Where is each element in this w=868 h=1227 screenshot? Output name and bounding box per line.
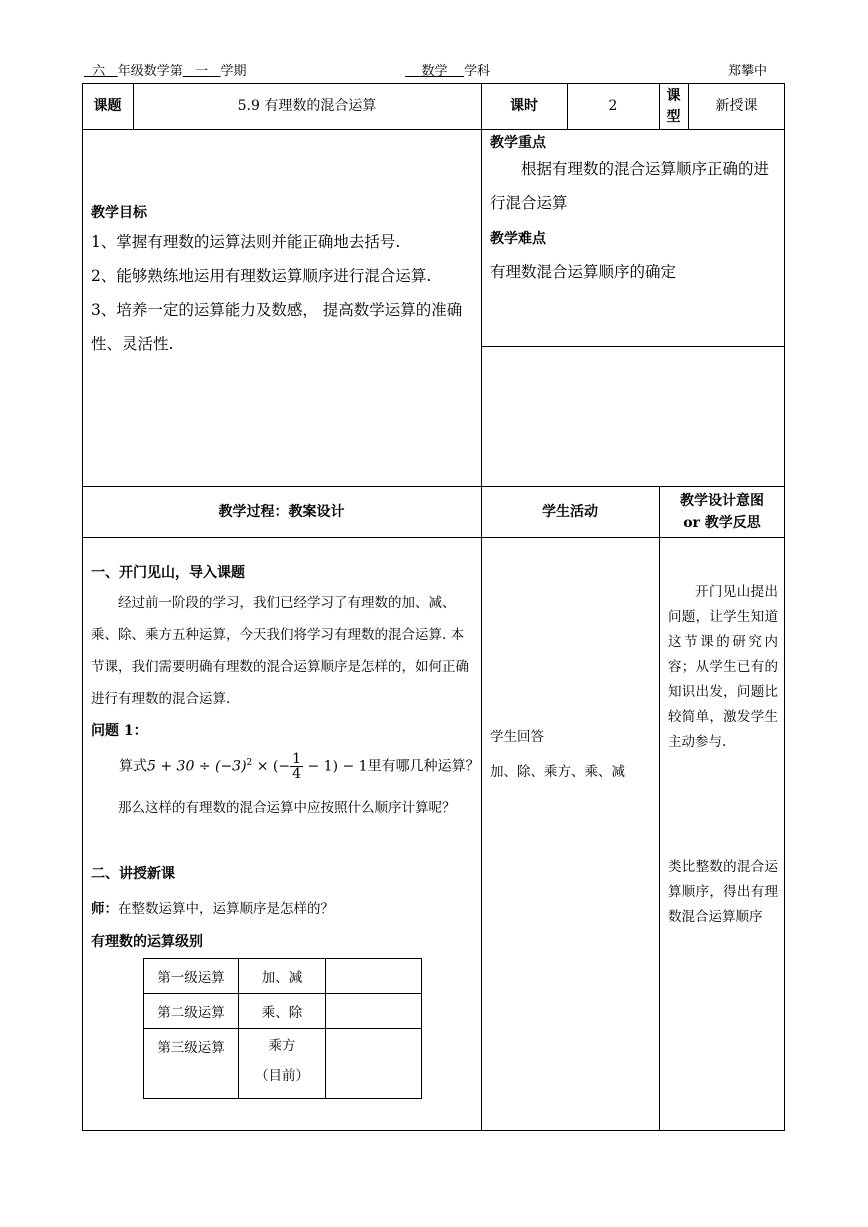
section1-title: 一、开门见山，导入课题 [91,565,245,581]
objective-item: 3、培养一定的运算能力及数感， 提高数学运算的准确性、灵活性. [91,301,463,353]
expr-prefix: 算式 [119,758,147,775]
table-row [144,1029,422,1099]
level-cell: 第三级运算 [144,1029,239,1099]
levels-title: 有理数的运算级别 [91,934,203,950]
grade-text: 年级数学第 [117,64,183,79]
level-cell: 第一级运算 [144,959,239,994]
col-divider [481,83,482,1131]
objectives-title: 教学目标 [91,205,147,221]
expr-part2: × (− [252,758,291,775]
type-label-2: 型 [666,109,681,125]
difficult-title: 教学难点 [490,231,546,247]
table-row [144,959,422,994]
objective-item: 1、掌握有理数的运算法则并能正确地去括号. [91,233,401,251]
process-col-intent-1: 教学设计意图 [680,493,764,509]
expr-suffix: 里有哪几种运算？ [367,758,480,775]
level-cell: 第二级运算 [144,994,239,1029]
empty-cell [326,959,422,994]
student-answer: 加、除、乘方、乘、减 [490,764,625,780]
followup-question: 那么这样的有理数的混合运算中应按照什么顺序计算呢？ [118,800,456,816]
process-col-student: 学生活动 [542,504,598,520]
header-grade [84,64,247,80]
key-points-title: 教学重点 [490,135,546,151]
teacher-question [91,900,334,918]
topic-value: 5.9 有理数的混合运算 [237,98,377,114]
row-divider [82,129,785,130]
difficult-text: 有理数混合运算顺序的确定 [490,263,677,281]
process-col-design: 教学过程：教案设计 [218,504,345,520]
hours-value: 2 [608,98,618,114]
objective-item: 2、能够熟练地运用有理数运算顺序进行混合运算. [91,267,432,285]
empty-cell [326,994,422,1029]
ops-main: 乘方 [268,1038,296,1054]
teacher-text: 在整数运算中，运算顺序是怎样的？ [118,901,334,917]
topic-label: 课题 [93,98,122,114]
expr-exponent: 2 [246,758,253,768]
type-label-1: 课 [666,88,681,104]
fraction-denominator: 4 [292,766,302,783]
ops-note: （目前） [255,1068,309,1084]
student-answer-label: 学生回答 [490,729,544,745]
operation-levels-table [143,958,422,1099]
expr-part3: − 1) − 1 [303,758,368,775]
col-divider [659,486,660,1131]
fraction-numerator: 1 [292,751,302,768]
row-divider [482,346,785,347]
semester-text: 学期 [220,64,247,79]
row-divider [82,537,785,538]
process-col-intent-2: or 教学反思 [683,515,761,531]
fraction [290,752,303,781]
grade-value: 六 [92,64,106,79]
subject-value: 数学 [421,64,448,79]
section1-paragraph: 经过前一阶段的学习，我们已经学习了有理数的加、减、乘、除、乘方五种运算，今天我们将学习有理数的混合运算. 本节课，我们需要明确有理数的混合运算顺序是怎样的，如何正确进行有理数的混合运算. [91,595,469,707]
question1-title: 问题 1： [91,723,148,739]
section2-title: 二、讲授新课 [91,866,175,882]
design-note-1: 开门见山提出问题，让学生知道这节课的研究内容；从学生已有的知识出发，问题比较简单，激发学生主动参与. [668,584,778,750]
expr-part1: 5 + 30 ÷ (−3) [147,758,247,775]
empty-cell [326,1029,422,1099]
table-row [144,994,422,1029]
design-note-2: 类比整数的混合运算顺序，得出有理数混合运算顺序 [668,859,778,925]
question1-expression [119,745,479,785]
key-points-text: 根据有理数的混合运算顺序正确的进行混合运算 [490,160,770,212]
type-value: 新授课 [715,98,758,114]
header-author: 郑攀中 [728,64,768,79]
ops-cell: 乘、除 [239,994,326,1029]
hours-label: 课时 [510,98,538,114]
row-divider [82,486,785,487]
teacher-label: 师： [91,901,118,917]
ops-cell [239,1029,326,1099]
header-subject [405,64,490,80]
semester-value: 一 [195,64,209,79]
subject-text: 学科 [464,64,491,79]
ops-cell: 加、减 [239,959,326,994]
objectives-list [91,225,475,361]
